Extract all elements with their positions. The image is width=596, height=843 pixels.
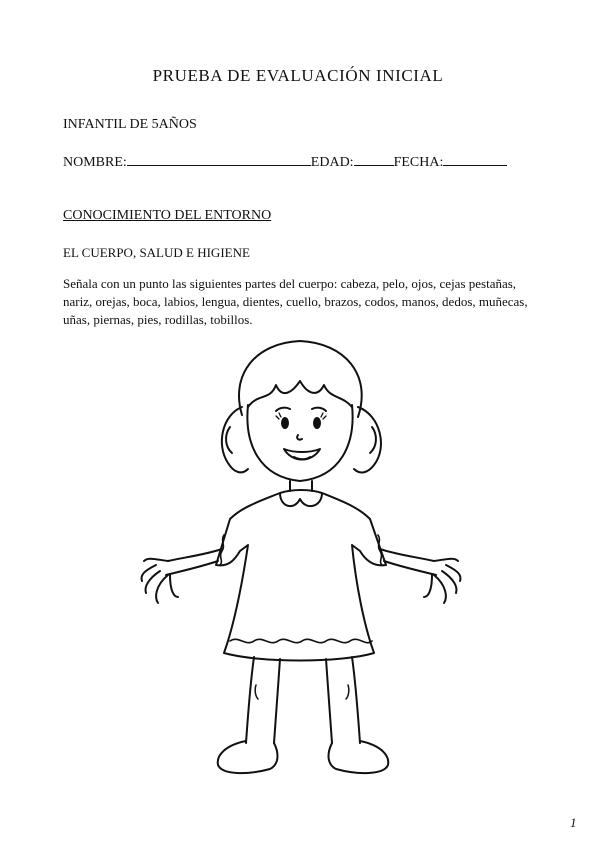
dress-hem (230, 639, 372, 642)
left-hand (142, 559, 178, 603)
right-hand (424, 559, 460, 603)
right-eyebrow (312, 408, 326, 411)
name-field[interactable] (127, 150, 311, 166)
date-field[interactable] (443, 150, 507, 166)
left-eyebrow (276, 408, 290, 411)
hair-outline (239, 341, 362, 417)
page-title: PRUEBA DE EVALUACIÓN INICIAL (152, 66, 444, 85)
right-arm (380, 549, 436, 575)
mouth (284, 449, 320, 460)
left-shoe (218, 741, 278, 773)
age-field[interactable] (354, 150, 394, 166)
right-eye (313, 417, 321, 429)
dress-collar (280, 490, 322, 506)
nose (297, 435, 302, 440)
course-level: INFANTIL DE 5AÑOS (63, 117, 197, 132)
left-arm (166, 549, 222, 575)
subsection-heading: EL CUERPO, SALUD E HIGIENE (63, 245, 250, 260)
date-label: FECHA: (393, 155, 444, 170)
dress-outline (216, 493, 386, 661)
left-leg (246, 657, 280, 743)
student-fields-row (63, 150, 507, 171)
girl-outline-drawing (130, 335, 470, 795)
age-label: EDAD: (310, 155, 354, 170)
left-eye (281, 417, 289, 429)
page-number: 1 (570, 815, 577, 830)
name-label: NOMBRE: (63, 155, 127, 170)
right-leg (326, 657, 360, 743)
bangs (248, 381, 352, 407)
section-heading: CONOCIMIENTO DEL ENTORNO (63, 208, 272, 223)
right-shoe (329, 741, 389, 773)
instructions-text: Señala con un punto las siguientes partes del cuerpo: cabeza, pelo, ojos, cejas pestañas, nariz, orejas, boca, labios, lengua, dientes, cuello, brazos, codos, manos, dedos, muñecas, uñas, piernas, pies, rodillas, tobillos. (63, 276, 528, 327)
face-outline (247, 405, 352, 481)
